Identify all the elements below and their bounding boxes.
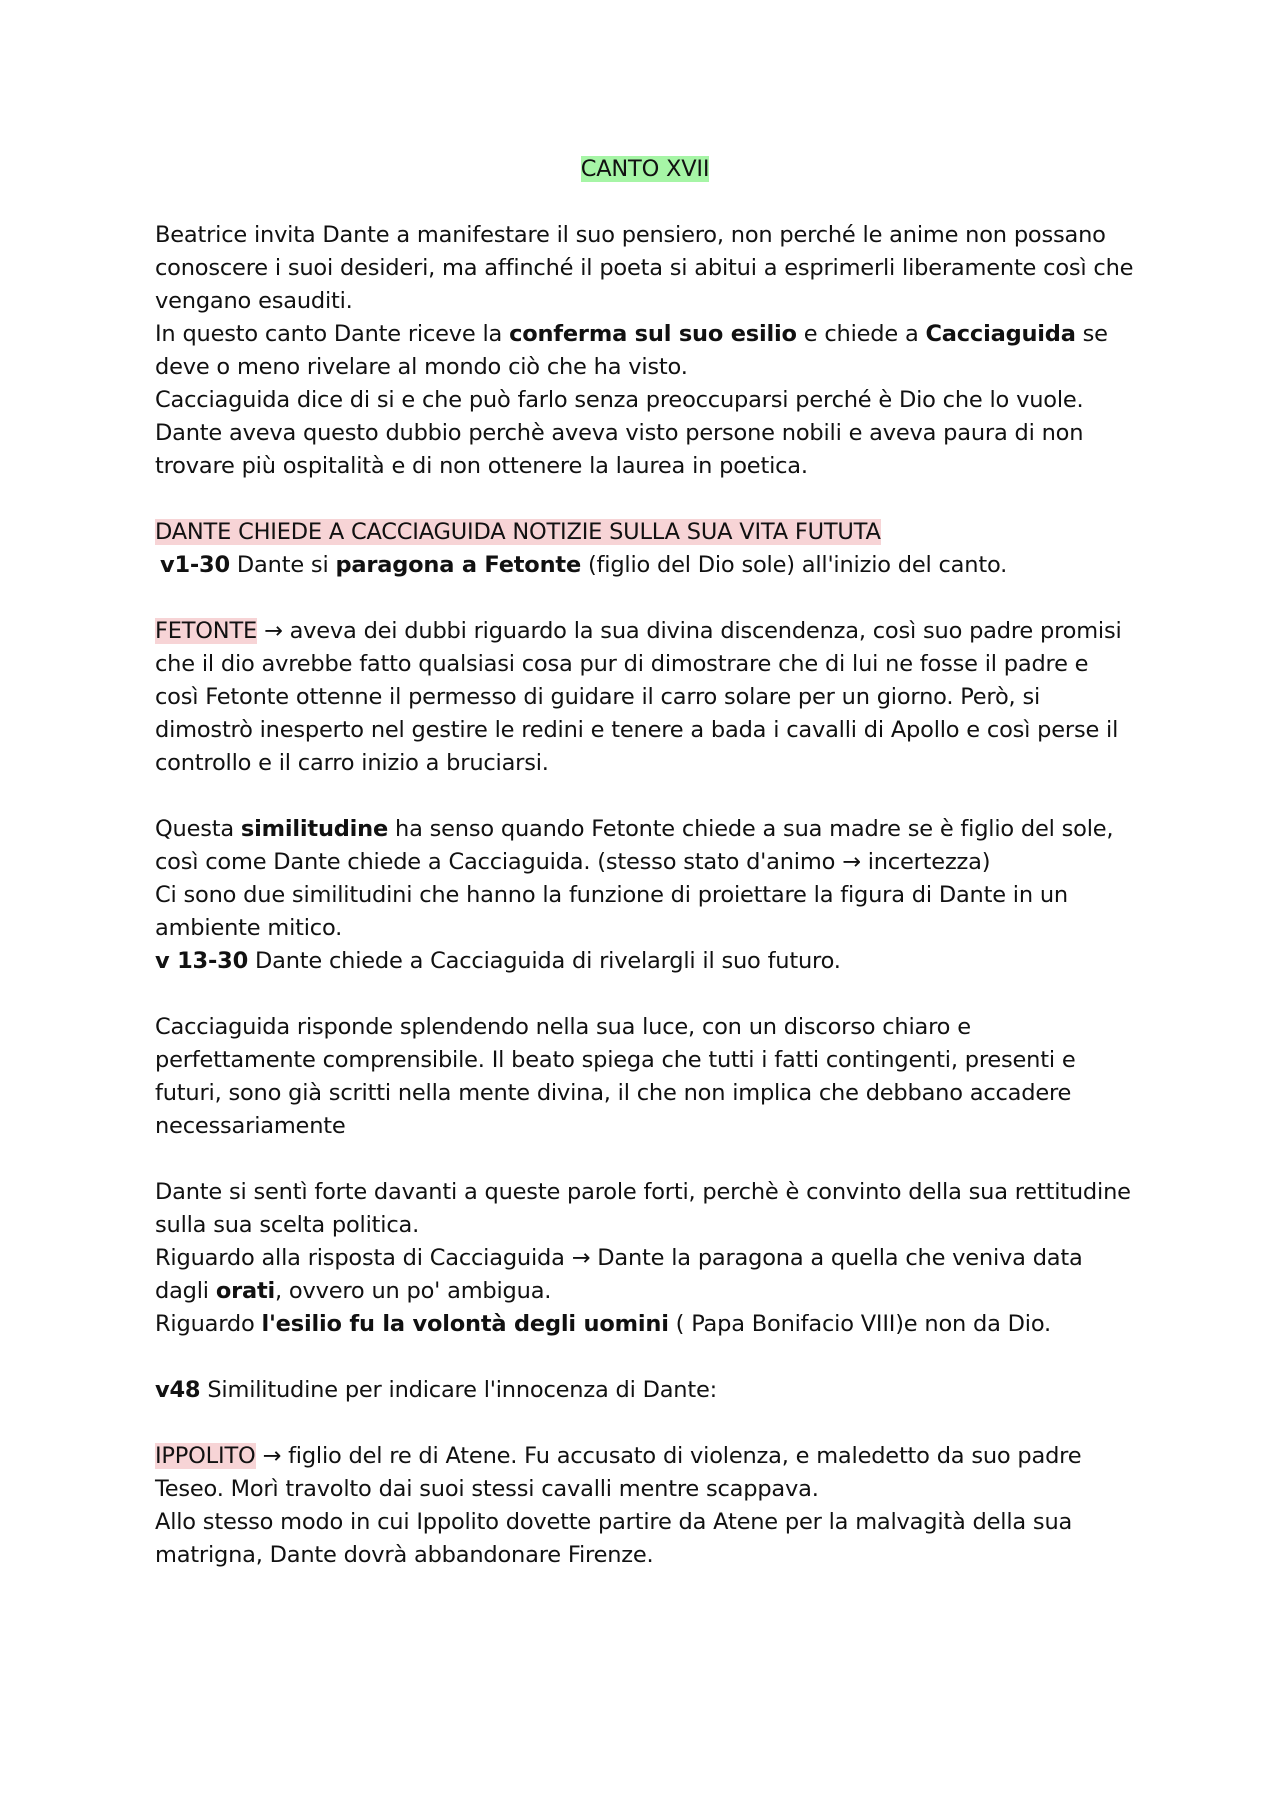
paragraph-similitudine: Questa similitudine ha senso quando Fetonte chiede a sua madre se è figlio del sole, così come Dante chiede a Cacciaguida. (stesso stato d'animo → incertezza): [155, 816, 1114, 875]
paragraph-dubbio: Dante aveva questo dubbio perchè aveva visto persone nobili e aveva paura di non trovare più ospitalità e di non ottenere la laurea in poetica.: [155, 420, 1084, 479]
paragraph-allo-stesso-modo: Allo stesso modo in cui Ippolito dovette partire da Atene per la malvagità della sua matrigna, Dante dovrà abbandonare Firenze.: [155, 1509, 1073, 1568]
paragraph-v48: v48 Similitudine per indicare l'innocenza di Dante:: [155, 1377, 718, 1403]
title-wrap: [155, 153, 1135, 186]
paragraph-esilio-uomini: Riguardo l'esilio fu la volontà degli uomini ( Papa Bonifacio VIII)e non da Dio.: [155, 1311, 1051, 1337]
paragraph-ippolito: IPPOLITO → figlio del re di Atene. Fu accusato di violenza, e maledetto da suo padre Teseo. Morì travolto dai suoi stessi cavalli mentre scappava.: [155, 1443, 1082, 1502]
paragraph-v1-30: v1-30 Dante si paragona a Fetonte (figlio del Dio sole) all'inizio del canto.: [160, 552, 1008, 578]
document-content: [155, 153, 1135, 1572]
paragraph-risposta-cacciaguida: Cacciaguida risponde splendendo nella sua luce, con un discorso chiaro e perfettamente comprensibile. Il beato spiega che tutti i fatti contingenti, presenti e futuri, sono già scritti nella mente divina, il che non implica che debbano accadere necessariamente: [155, 1014, 1076, 1139]
paragraph-v13-30: v 13-30 Dante chiede a Cacciaguida di rivelargli il suo futuro.: [155, 948, 841, 974]
page-title: CANTO XVII: [580, 156, 710, 182]
paragraph-due-similitudini: Ci sono due similitudini che hanno la funzione di proiettare la figura di Dante in un ambiente mitico.: [155, 882, 1068, 941]
paragraph-dante-forte: Dante si sentì forte davanti a queste parole forti, perchè è convinto della sua rettitudine sulla sua scelta politica.: [155, 1179, 1131, 1238]
paragraph-orati: Riguardo alla risposta di Cacciaguida → Dante la paragona a quella che veniva data dagli orati, ovvero un po' ambigua.: [155, 1245, 1083, 1304]
paragraph-fetonte: FETONTE → aveva dei dubbi riguardo la sua divina discendenza, così suo padre promisi che il dio avrebbe fatto qualsiasi cosa pur di dimostrare che di lui ne fosse il padre e così Fetonte ottenne il permesso di guidare il carro solare per un giorno. Però, si dimostrò inesperto nel gestire le redini e tenere a bada i cavalli di Apollo e così perse il controllo e il carro inizio a bruciarsi.: [155, 618, 1122, 776]
paragraph-cacciaguida-risposta: Cacciaguida dice di si e che può farlo senza preoccuparsi perché è Dio che lo vuole.: [155, 387, 1084, 413]
section-heading: DANTE CHIEDE A CACCIAGUIDA NOTIZIE SULLA SUA VITA FUTUTA: [155, 519, 881, 545]
ippolito-label: IPPOLITO: [155, 1443, 256, 1469]
paragraph-conferma-esilio: In questo canto Dante riceve la conferma sul suo esilio e chiede a Cacciaguida se deve o meno rivelare al mondo ciò che ha visto.: [155, 321, 1108, 380]
fetonte-label: FETONTE: [155, 618, 258, 644]
paragraph-beatrice: Beatrice invita Dante a manifestare il suo pensiero, non perché le anime non possano conoscere i suoi desideri, ma affinché il poeta si abitui a esprimerli liberamente così che vengano esauditi.: [155, 222, 1134, 314]
